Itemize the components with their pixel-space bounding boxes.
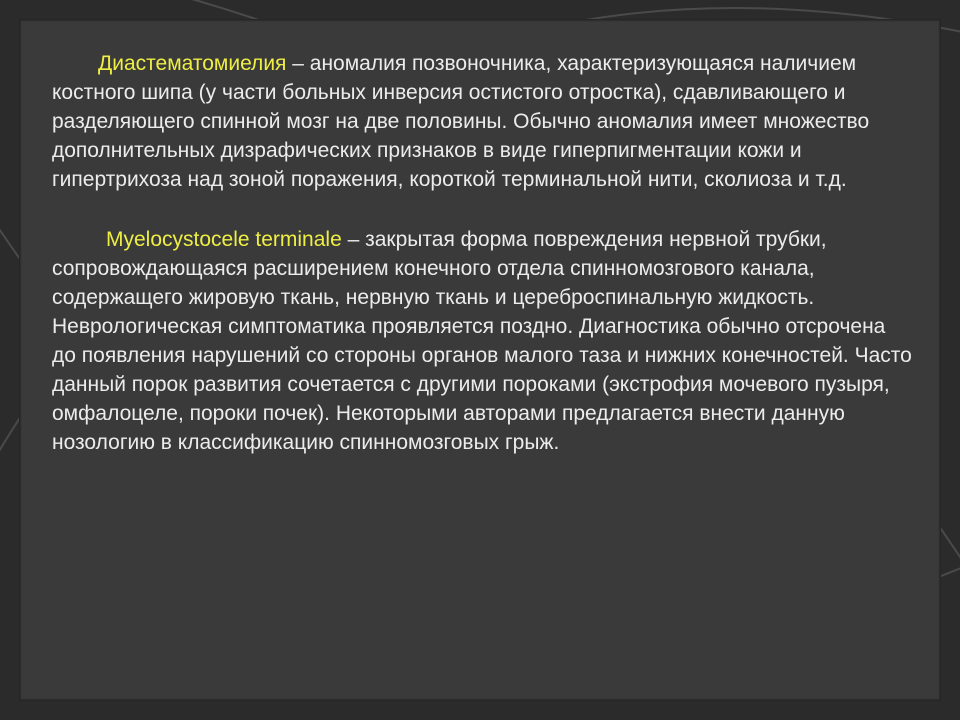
definition-myelocystocele: – закрытая форма повреждения нервной трубки, сопровождающаяся расширением конечного отдела спинномозгового канала, содержащего жировую ткань, нервную ткань и цереброспинальную жидкость. Неврологическая симптоматика проявляется поздно. Диагностика обычно отсрочена до появления нарушений со стороны органов малого таза и нижних конечностей. Часто данный порок развития сочетается с другими пороками (экстрофия мочевого пузыря, омфалоцеле, пороки почек). Некоторыми авторами предлагается внести данную нозологию в классификацию спинномозговых грыж.: [52, 228, 912, 454]
term-diastematomyelia: Диастематомиелия: [98, 52, 287, 75]
paragraph-diastematomyelia: [52, 49, 912, 194]
slide-text: [52, 49, 912, 457]
term-myelocystocele: Myelocystocele terminale: [106, 228, 342, 251]
paragraph-myelocystocele: [52, 225, 912, 457]
definition-diastematomyelia: – аномалия позвоночника, характеризующаяся наличием костного шипа (у части больных инверсия остистого отростка), сдавливающего и разделяющего спинной мозг на две половины. Обычно аномалия имеет множество дополнительных дизрафических признаков в виде гиперпигментации кожи и гипертрихоза над зоной поражения, короткой терминальной нити, сколиоза и т.д.: [52, 52, 870, 191]
